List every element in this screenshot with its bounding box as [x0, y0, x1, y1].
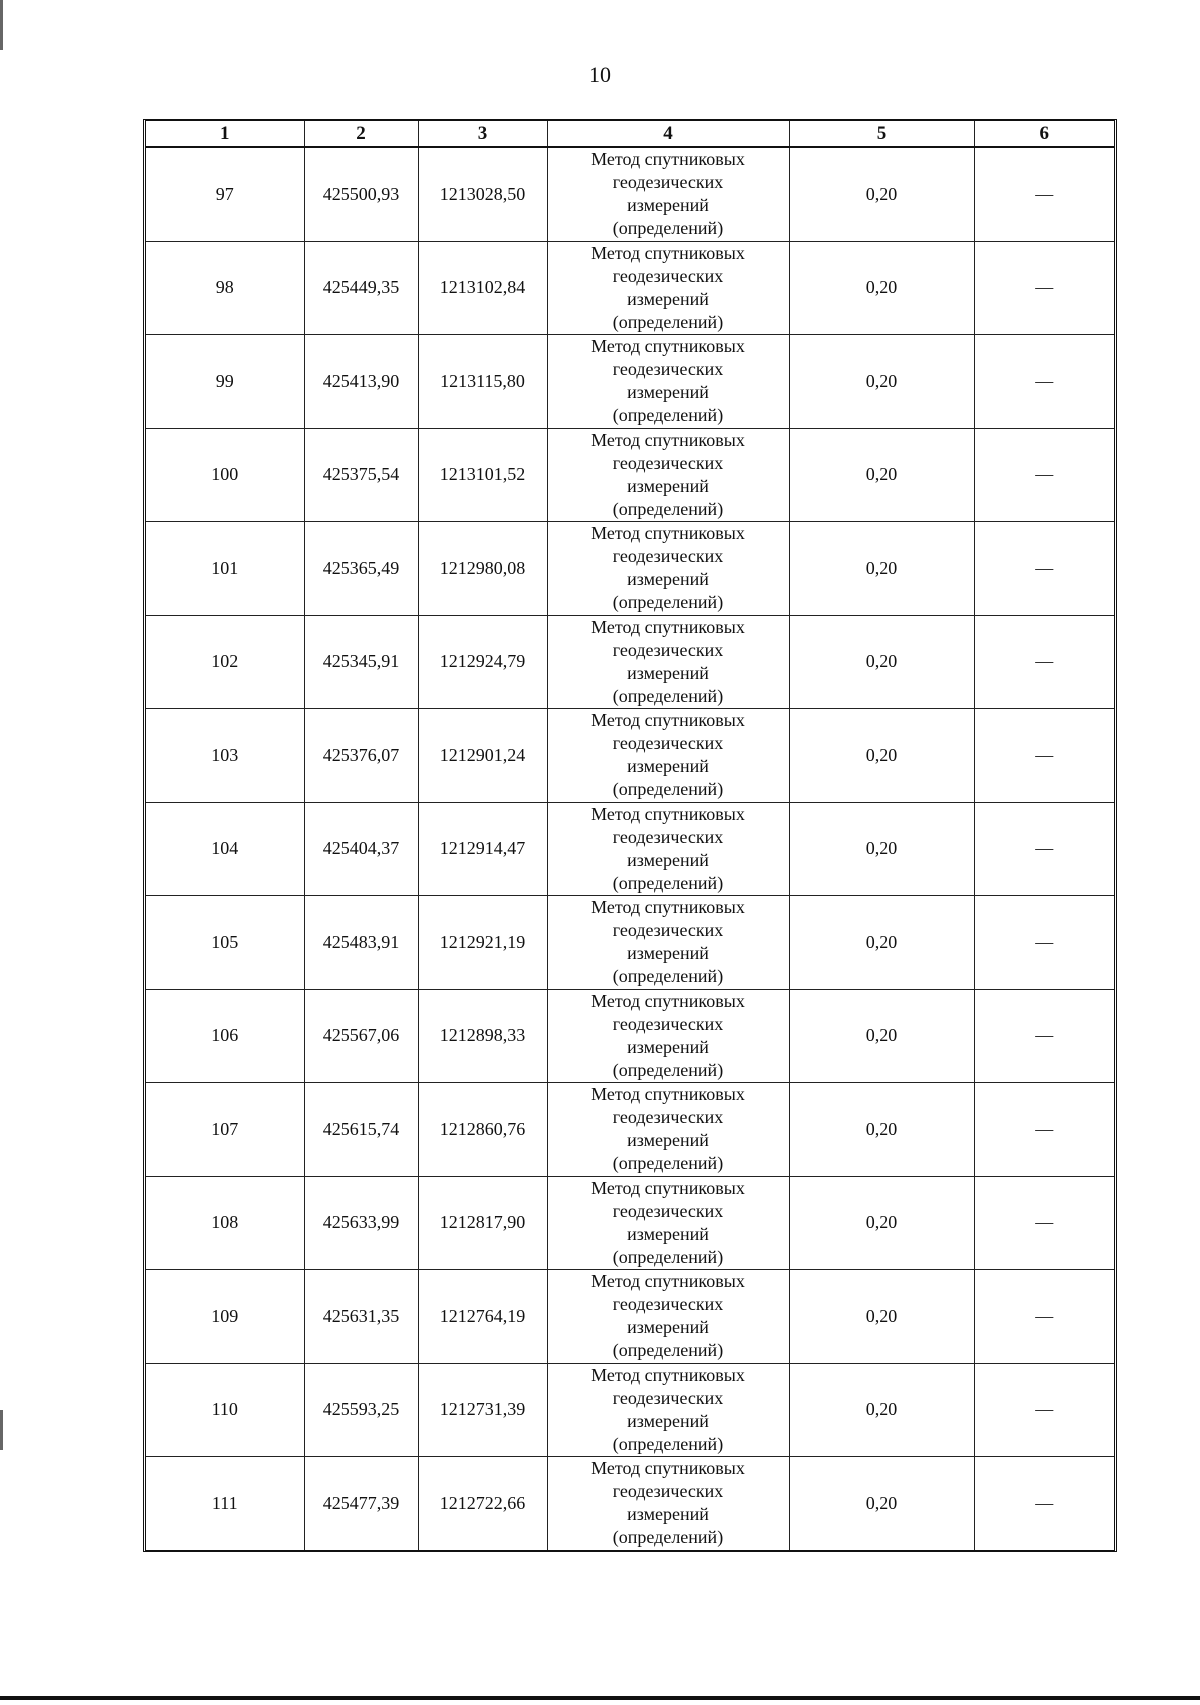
- point-number-cell: 111: [146, 1457, 304, 1550]
- coordinate-x-cell: 425567,06: [304, 989, 418, 1083]
- scan-edge-mark-bottom: [0, 1410, 3, 1450]
- method-text: [548, 1364, 789, 1456]
- coordinate-x-cell: 425413,90: [304, 335, 418, 429]
- point-number-cell: 98: [146, 241, 304, 335]
- accuracy-cell: 0,20: [789, 241, 974, 335]
- method-line: (определений): [612, 1340, 724, 1361]
- method-line: Метод спутниковых: [591, 336, 745, 357]
- coordinate-x-cell: 425375,54: [304, 428, 418, 522]
- point-number-cell: 97: [146, 147, 304, 241]
- coordinate-y-cell: 1213115,80: [418, 335, 547, 429]
- method-line: (определений): [612, 966, 724, 987]
- header-col-6: 6: [974, 121, 1114, 147]
- coordinate-y-cell: 1213028,50: [418, 147, 547, 241]
- coordinate-x-cell: 425376,07: [304, 709, 418, 803]
- method-line: измерений: [627, 475, 709, 496]
- accuracy-cell: 0,20: [789, 1083, 974, 1177]
- point-number-cell: 101: [146, 522, 304, 616]
- header-col-2: 2: [304, 121, 418, 147]
- method-line: Метод спутниковых: [591, 990, 745, 1011]
- method-line: измерений: [627, 1036, 709, 1057]
- method-line: измерений: [627, 943, 709, 964]
- method-cell: [547, 1176, 789, 1270]
- method-line: геодезических: [612, 1107, 724, 1128]
- method-line: (определений): [612, 872, 724, 893]
- method-line: геодезических: [612, 452, 724, 473]
- method-line: измерений: [627, 1223, 709, 1244]
- coordinate-y-cell: 1212980,08: [418, 522, 547, 616]
- point-number-cell: 108: [146, 1176, 304, 1270]
- method-line: (определений): [612, 218, 724, 239]
- method-cell: [547, 335, 789, 429]
- bottom-edge-line: [0, 1696, 1200, 1700]
- accuracy-cell: 0,20: [789, 1457, 974, 1550]
- point-number-cell: 100: [146, 428, 304, 522]
- point-number-cell: 105: [146, 896, 304, 990]
- method-text: [548, 990, 789, 1082]
- method-line: геодезических: [612, 1013, 724, 1034]
- method-line: Метод спутниковых: [591, 1364, 745, 1385]
- method-line: геодезических: [612, 639, 724, 660]
- table-row: [146, 709, 1114, 803]
- method-cell: [547, 147, 789, 241]
- note-cell: —: [974, 1457, 1114, 1550]
- table-row: [146, 802, 1114, 896]
- coordinate-y-cell: 1212898,33: [418, 989, 547, 1083]
- method-line: измерений: [627, 849, 709, 870]
- table-row: [146, 989, 1114, 1083]
- method-line: (определений): [612, 1433, 724, 1454]
- coordinate-x-cell: 425500,93: [304, 147, 418, 241]
- coordinates-table: [146, 121, 1114, 1550]
- note-cell: —: [974, 1363, 1114, 1457]
- method-line: Метод спутниковых: [591, 710, 745, 731]
- method-line: (определений): [612, 498, 724, 519]
- coordinate-y-cell: 1212817,90: [418, 1176, 547, 1270]
- method-cell: [547, 989, 789, 1083]
- note-cell: —: [974, 896, 1114, 990]
- method-cell: [547, 1083, 789, 1177]
- method-text: [548, 1177, 789, 1269]
- accuracy-cell: 0,20: [789, 1270, 974, 1364]
- method-cell: [547, 1457, 789, 1550]
- table-row: [146, 241, 1114, 335]
- note-cell: —: [974, 1083, 1114, 1177]
- method-text: [548, 1270, 789, 1362]
- point-number-cell: 106: [146, 989, 304, 1083]
- table-row: [146, 428, 1114, 522]
- method-line: Метод спутниковых: [591, 616, 745, 637]
- table-row: [146, 1363, 1114, 1457]
- table-row: [146, 1176, 1114, 1270]
- coordinate-x-cell: 425449,35: [304, 241, 418, 335]
- method-line: геодезических: [612, 826, 724, 847]
- point-number-cell: 109: [146, 1270, 304, 1364]
- method-line: Метод спутниковых: [591, 149, 745, 170]
- method-text: [548, 335, 789, 427]
- note-cell: —: [974, 147, 1114, 241]
- accuracy-cell: 0,20: [789, 615, 974, 709]
- coordinate-y-cell: 1212860,76: [418, 1083, 547, 1177]
- method-cell: [547, 1363, 789, 1457]
- table-row: [146, 522, 1114, 616]
- method-cell: [547, 522, 789, 616]
- coordinate-x-cell: 425345,91: [304, 615, 418, 709]
- note-cell: —: [974, 989, 1114, 1083]
- method-text: [548, 1083, 789, 1175]
- table-row: [146, 615, 1114, 709]
- accuracy-cell: 0,20: [789, 1363, 974, 1457]
- method-line: Метод спутниковых: [591, 242, 745, 263]
- coordinate-x-cell: 425593,25: [304, 1363, 418, 1457]
- coordinate-y-cell: 1212731,39: [418, 1363, 547, 1457]
- method-line: (определений): [612, 1527, 724, 1548]
- method-line: геодезических: [612, 920, 724, 941]
- note-cell: —: [974, 522, 1114, 616]
- point-number-cell: 103: [146, 709, 304, 803]
- method-line: Метод спутниковых: [591, 429, 745, 450]
- accuracy-cell: 0,20: [789, 709, 974, 803]
- method-line: Метод спутниковых: [591, 1177, 745, 1198]
- method-text: [548, 522, 789, 614]
- note-cell: —: [974, 428, 1114, 522]
- coordinate-y-cell: 1212764,19: [418, 1270, 547, 1364]
- method-cell: [547, 802, 789, 896]
- coordinate-y-cell: 1212901,24: [418, 709, 547, 803]
- method-cell: [547, 709, 789, 803]
- method-line: Метод спутниковых: [591, 1271, 745, 1292]
- method-line: (определений): [612, 685, 724, 706]
- table-body: [146, 147, 1114, 1550]
- method-line: Метод спутниковых: [591, 897, 745, 918]
- method-line: измерений: [627, 382, 709, 403]
- method-line: измерений: [627, 288, 709, 309]
- method-line: измерений: [627, 662, 709, 683]
- method-line: геодезических: [612, 1481, 724, 1502]
- table-row: [146, 335, 1114, 429]
- accuracy-cell: 0,20: [789, 989, 974, 1083]
- coordinate-x-cell: 425365,49: [304, 522, 418, 616]
- accuracy-cell: 0,20: [789, 428, 974, 522]
- point-number-cell: 102: [146, 615, 304, 709]
- method-line: геодезических: [612, 1200, 724, 1221]
- method-text: [548, 616, 789, 708]
- method-line: (определений): [612, 1153, 724, 1174]
- accuracy-cell: 0,20: [789, 802, 974, 896]
- note-cell: —: [974, 335, 1114, 429]
- table-row: [146, 147, 1114, 241]
- coordinate-y-cell: 1212924,79: [418, 615, 547, 709]
- method-line: (определений): [612, 311, 724, 332]
- coordinate-x-cell: 425404,37: [304, 802, 418, 896]
- coordinate-x-cell: 425631,35: [304, 1270, 418, 1364]
- method-line: геодезических: [612, 359, 724, 380]
- method-line: (определений): [612, 592, 724, 613]
- coordinate-x-cell: 425633,99: [304, 1176, 418, 1270]
- header-col-1: 1: [146, 121, 304, 147]
- coordinate-y-cell: 1212921,19: [418, 896, 547, 990]
- accuracy-cell: 0,20: [789, 335, 974, 429]
- header-col-3: 3: [418, 121, 547, 147]
- method-line: (определений): [612, 779, 724, 800]
- coordinate-x-cell: 425483,91: [304, 896, 418, 990]
- method-line: Метод спутниковых: [591, 523, 745, 544]
- method-cell: [547, 896, 789, 990]
- method-line: геодезических: [612, 1387, 724, 1408]
- accuracy-cell: 0,20: [789, 147, 974, 241]
- coordinate-y-cell: 1213102,84: [418, 241, 547, 335]
- method-cell: [547, 1270, 789, 1364]
- scan-edge-mark-top: [0, 0, 3, 50]
- page-number: 10: [589, 62, 611, 87]
- coordinate-y-cell: 1213101,52: [418, 428, 547, 522]
- method-text: [548, 896, 789, 988]
- method-line: геодезических: [612, 733, 724, 754]
- method-text: [548, 148, 789, 240]
- method-line: (определений): [612, 1246, 724, 1267]
- method-line: Метод спутниковых: [591, 1084, 745, 1105]
- method-text: [548, 709, 789, 801]
- table-row: [146, 1083, 1114, 1177]
- table-row: [146, 896, 1114, 990]
- method-line: геодезических: [612, 1294, 724, 1315]
- method-text: [548, 429, 789, 521]
- method-line: измерений: [627, 756, 709, 777]
- method-cell: [547, 241, 789, 335]
- note-cell: —: [974, 1270, 1114, 1364]
- method-line: Метод спутниковых: [591, 803, 745, 824]
- method-cell: [547, 615, 789, 709]
- accuracy-cell: 0,20: [789, 1176, 974, 1270]
- coordinate-y-cell: 1212722,66: [418, 1457, 547, 1550]
- method-text: [548, 803, 789, 895]
- header-col-4: 4: [547, 121, 789, 147]
- table-row: [146, 1457, 1114, 1550]
- method-line: измерений: [627, 569, 709, 590]
- accuracy-cell: 0,20: [789, 522, 974, 616]
- coordinate-x-cell: 425477,39: [304, 1457, 418, 1550]
- point-number-cell: 110: [146, 1363, 304, 1457]
- note-cell: —: [974, 802, 1114, 896]
- method-line: измерений: [627, 1504, 709, 1525]
- coordinates-table-frame: [143, 119, 1117, 1552]
- note-cell: —: [974, 241, 1114, 335]
- method-line: геодезических: [612, 546, 724, 567]
- header-col-5: 5: [789, 121, 974, 147]
- point-number-cell: 104: [146, 802, 304, 896]
- note-cell: —: [974, 709, 1114, 803]
- coordinate-x-cell: 425615,74: [304, 1083, 418, 1177]
- method-text: [548, 1457, 789, 1549]
- point-number-cell: 107: [146, 1083, 304, 1177]
- method-line: измерений: [627, 1130, 709, 1151]
- coordinate-y-cell: 1212914,47: [418, 802, 547, 896]
- method-cell: [547, 428, 789, 522]
- table-header-row: [146, 121, 1114, 147]
- accuracy-cell: 0,20: [789, 896, 974, 990]
- point-number-cell: 99: [146, 335, 304, 429]
- method-line: (определений): [612, 405, 724, 426]
- method-line: геодезических: [612, 265, 724, 286]
- note-cell: —: [974, 615, 1114, 709]
- method-text: [548, 242, 789, 334]
- note-cell: —: [974, 1176, 1114, 1270]
- method-line: измерений: [627, 1317, 709, 1338]
- table-row: [146, 1270, 1114, 1364]
- method-line: (определений): [612, 1059, 724, 1080]
- method-line: Метод спутниковых: [591, 1458, 745, 1479]
- method-line: измерений: [627, 1410, 709, 1431]
- method-line: измерений: [627, 195, 709, 216]
- method-line: геодезических: [612, 172, 724, 193]
